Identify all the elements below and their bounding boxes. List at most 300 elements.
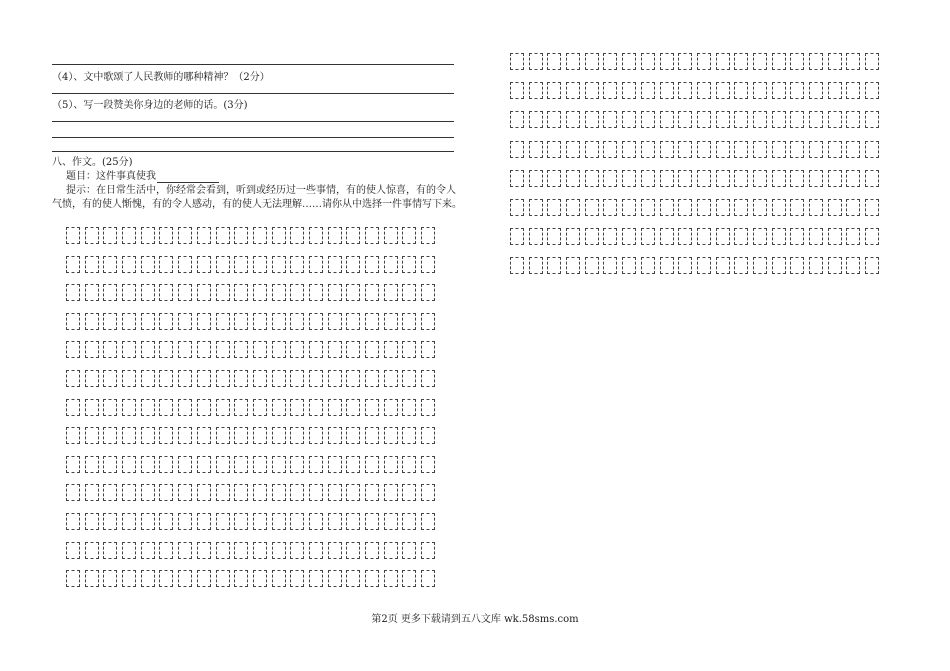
writing-cell[interactable]	[402, 370, 416, 387]
writing-cell[interactable]	[216, 456, 230, 473]
writing-cell[interactable]	[85, 256, 99, 273]
writing-cell[interactable]	[566, 82, 580, 99]
writing-cell[interactable]	[141, 399, 155, 416]
writing-cell[interactable]	[216, 427, 230, 444]
writing-cell[interactable]	[529, 199, 543, 216]
writing-cell[interactable]	[272, 427, 286, 444]
writing-cell[interactable]	[309, 341, 323, 358]
writing-cell[interactable]	[529, 141, 543, 158]
writing-cell[interactable]	[272, 313, 286, 330]
writing-cell[interactable]	[178, 570, 192, 587]
writing-cell[interactable]	[328, 227, 342, 244]
writing-cell[interactable]	[216, 399, 230, 416]
writing-cell[interactable]	[122, 513, 136, 530]
writing-cell[interactable]	[402, 256, 416, 273]
writing-cell[interactable]	[421, 427, 435, 444]
writing-cell[interactable]	[103, 456, 117, 473]
writing-cell[interactable]	[753, 53, 767, 70]
writing-cell[interactable]	[678, 53, 692, 70]
writing-cell[interactable]	[216, 370, 230, 387]
writing-cell[interactable]	[178, 313, 192, 330]
writing-cell[interactable]	[641, 199, 655, 216]
writing-cell[interactable]	[828, 228, 842, 245]
writing-cell[interactable]	[66, 456, 80, 473]
writing-cell[interactable]	[346, 370, 360, 387]
writing-cell[interactable]	[603, 199, 617, 216]
writing-cell[interactable]	[697, 170, 711, 187]
writing-cell[interactable]	[141, 284, 155, 301]
writing-cell[interactable]	[421, 284, 435, 301]
writing-cell[interactable]	[585, 170, 599, 187]
writing-cell[interactable]	[622, 170, 636, 187]
writing-cell[interactable]	[678, 228, 692, 245]
writing-cell[interactable]	[529, 82, 543, 99]
writing-cell[interactable]	[141, 484, 155, 501]
writing-cell[interactable]	[216, 227, 230, 244]
writing-cell[interactable]	[716, 170, 730, 187]
writing-cell[interactable]	[365, 456, 379, 473]
writing-cell[interactable]	[809, 111, 823, 128]
writing-cell[interactable]	[660, 82, 674, 99]
writing-cell[interactable]	[402, 570, 416, 587]
writing-cell[interactable]	[384, 542, 398, 559]
writing-cell[interactable]	[197, 370, 211, 387]
writing-cell[interactable]	[697, 82, 711, 99]
writing-cell[interactable]	[585, 257, 599, 274]
writing-cell[interactable]	[141, 256, 155, 273]
writing-cell[interactable]	[328, 456, 342, 473]
writing-cell[interactable]	[697, 53, 711, 70]
writing-cell[interactable]	[141, 227, 155, 244]
title-blank[interactable]	[157, 172, 219, 183]
writing-cell[interactable]	[234, 227, 248, 244]
writing-cell[interactable]	[253, 370, 267, 387]
writing-cell[interactable]	[603, 111, 617, 128]
writing-cell[interactable]	[734, 53, 748, 70]
writing-cell[interactable]	[734, 228, 748, 245]
writing-cell[interactable]	[384, 341, 398, 358]
writing-cell[interactable]	[622, 228, 636, 245]
writing-cell[interactable]	[272, 341, 286, 358]
writing-cell[interactable]	[328, 284, 342, 301]
writing-cell[interactable]	[85, 484, 99, 501]
writing-cell[interactable]	[603, 228, 617, 245]
writing-cell[interactable]	[290, 542, 304, 559]
writing-cell[interactable]	[384, 256, 398, 273]
writing-cell[interactable]	[346, 427, 360, 444]
writing-cell[interactable]	[290, 227, 304, 244]
writing-cell[interactable]	[272, 456, 286, 473]
writing-cell[interactable]	[510, 82, 524, 99]
writing-cell[interactable]	[753, 141, 767, 158]
writing-cell[interactable]	[865, 257, 879, 274]
writing-cell[interactable]	[346, 341, 360, 358]
writing-cell[interactable]	[772, 53, 786, 70]
writing-cell[interactable]	[234, 570, 248, 587]
writing-cell[interactable]	[566, 199, 580, 216]
writing-cell[interactable]	[234, 399, 248, 416]
writing-cell[interactable]	[365, 313, 379, 330]
writing-cell[interactable]	[846, 257, 860, 274]
writing-cell[interactable]	[197, 313, 211, 330]
writing-cell[interactable]	[178, 341, 192, 358]
writing-cell[interactable]	[197, 227, 211, 244]
writing-cell[interactable]	[384, 456, 398, 473]
writing-cell[interactable]	[566, 111, 580, 128]
writing-cell[interactable]	[290, 256, 304, 273]
writing-cell[interactable]	[272, 513, 286, 530]
writing-cell[interactable]	[234, 256, 248, 273]
writing-cell[interactable]	[290, 313, 304, 330]
writing-cell[interactable]	[328, 542, 342, 559]
writing-cell[interactable]	[402, 427, 416, 444]
writing-cell[interactable]	[66, 570, 80, 587]
writing-cell[interactable]	[253, 313, 267, 330]
writing-cell[interactable]	[253, 227, 267, 244]
writing-cell[interactable]	[178, 513, 192, 530]
writing-cell[interactable]	[103, 570, 117, 587]
writing-cell[interactable]	[790, 199, 804, 216]
writing-cell[interactable]	[402, 341, 416, 358]
writing-cell[interactable]	[846, 82, 860, 99]
writing-cell[interactable]	[660, 53, 674, 70]
writing-cell[interactable]	[159, 542, 173, 559]
writing-cell[interactable]	[234, 341, 248, 358]
writing-cell[interactable]	[178, 542, 192, 559]
writing-cell[interactable]	[290, 427, 304, 444]
writing-cell[interactable]	[85, 370, 99, 387]
writing-cell[interactable]	[365, 370, 379, 387]
writing-cell[interactable]	[734, 257, 748, 274]
writing-cell[interactable]	[865, 228, 879, 245]
writing-cell[interactable]	[641, 257, 655, 274]
writing-cell[interactable]	[846, 199, 860, 216]
writing-cell[interactable]	[309, 370, 323, 387]
writing-cell[interactable]	[384, 370, 398, 387]
writing-cell[interactable]	[178, 399, 192, 416]
writing-cell[interactable]	[141, 370, 155, 387]
writing-cell[interactable]	[290, 484, 304, 501]
writing-cell[interactable]	[828, 141, 842, 158]
writing-cell[interactable]	[159, 313, 173, 330]
writing-cell[interactable]	[421, 227, 435, 244]
writing-cell[interactable]	[585, 199, 599, 216]
writing-cell[interactable]	[641, 82, 655, 99]
writing-cell[interactable]	[216, 570, 230, 587]
writing-cell[interactable]	[384, 227, 398, 244]
writing-cell[interactable]	[865, 53, 879, 70]
writing-cell[interactable]	[103, 284, 117, 301]
writing-cell[interactable]	[585, 82, 599, 99]
writing-cell[interactable]	[309, 570, 323, 587]
writing-cell[interactable]	[328, 427, 342, 444]
writing-cell[interactable]	[234, 484, 248, 501]
writing-cell[interactable]	[402, 484, 416, 501]
writing-cell[interactable]	[346, 542, 360, 559]
writing-cell[interactable]	[678, 170, 692, 187]
writing-cell[interactable]	[272, 570, 286, 587]
writing-cell[interactable]	[547, 53, 561, 70]
writing-cell[interactable]	[753, 82, 767, 99]
writing-cell[interactable]	[865, 141, 879, 158]
writing-cell[interactable]	[141, 542, 155, 559]
writing-cell[interactable]	[234, 456, 248, 473]
writing-cell[interactable]	[421, 484, 435, 501]
writing-cell[interactable]	[772, 228, 786, 245]
writing-cell[interactable]	[309, 256, 323, 273]
writing-cell[interactable]	[309, 456, 323, 473]
writing-cell[interactable]	[865, 170, 879, 187]
writing-cell[interactable]	[290, 284, 304, 301]
writing-cell[interactable]	[216, 542, 230, 559]
writing-cell[interactable]	[365, 542, 379, 559]
writing-cell[interactable]	[253, 542, 267, 559]
writing-cell[interactable]	[772, 257, 786, 274]
writing-cell[interactable]	[272, 484, 286, 501]
writing-cell[interactable]	[384, 313, 398, 330]
writing-cell[interactable]	[421, 399, 435, 416]
writing-cell[interactable]	[272, 542, 286, 559]
writing-cell[interactable]	[216, 484, 230, 501]
writing-cell[interactable]	[421, 256, 435, 273]
writing-cell[interactable]	[122, 399, 136, 416]
writing-cell[interactable]	[641, 141, 655, 158]
writing-cell[interactable]	[103, 484, 117, 501]
writing-cell[interactable]	[197, 484, 211, 501]
writing-cell[interactable]	[402, 399, 416, 416]
writing-cell[interactable]	[328, 513, 342, 530]
writing-cell[interactable]	[510, 170, 524, 187]
writing-cell[interactable]	[66, 513, 80, 530]
writing-cell[interactable]	[365, 570, 379, 587]
writing-cell[interactable]	[828, 257, 842, 274]
writing-cell[interactable]	[510, 141, 524, 158]
writing-cell[interactable]	[66, 341, 80, 358]
writing-cell[interactable]	[66, 399, 80, 416]
writing-cell[interactable]	[384, 513, 398, 530]
writing-cell[interactable]	[660, 141, 674, 158]
writing-cell[interactable]	[159, 227, 173, 244]
writing-cell[interactable]	[772, 111, 786, 128]
writing-cell[interactable]	[790, 170, 804, 187]
writing-cell[interactable]	[365, 284, 379, 301]
writing-cell[interactable]	[141, 570, 155, 587]
writing-cell[interactable]	[716, 141, 730, 158]
writing-cell[interactable]	[697, 257, 711, 274]
writing-cell[interactable]	[290, 399, 304, 416]
writing-cell[interactable]	[85, 542, 99, 559]
writing-cell[interactable]	[402, 542, 416, 559]
writing-cell[interactable]	[309, 399, 323, 416]
writing-cell[interactable]	[85, 341, 99, 358]
writing-cell[interactable]	[216, 341, 230, 358]
writing-cell[interactable]	[159, 427, 173, 444]
writing-cell[interactable]	[309, 313, 323, 330]
writing-cell[interactable]	[103, 542, 117, 559]
writing-cell[interactable]	[197, 570, 211, 587]
writing-cell[interactable]	[790, 228, 804, 245]
writing-cell[interactable]	[66, 484, 80, 501]
writing-cell[interactable]	[716, 199, 730, 216]
writing-cell[interactable]	[122, 484, 136, 501]
writing-cell[interactable]	[197, 542, 211, 559]
writing-cell[interactable]	[716, 111, 730, 128]
writing-cell[interactable]	[85, 513, 99, 530]
writing-cell[interactable]	[103, 313, 117, 330]
writing-cell[interactable]	[421, 542, 435, 559]
writing-cell[interactable]	[734, 170, 748, 187]
writing-cell[interactable]	[328, 570, 342, 587]
writing-cell[interactable]	[603, 53, 617, 70]
writing-cell[interactable]	[547, 82, 561, 99]
writing-cell[interactable]	[197, 513, 211, 530]
writing-cell[interactable]	[753, 257, 767, 274]
writing-cell[interactable]	[402, 313, 416, 330]
writing-cell[interactable]	[365, 427, 379, 444]
writing-cell[interactable]	[510, 111, 524, 128]
writing-cell[interactable]	[253, 484, 267, 501]
writing-cell[interactable]	[103, 256, 117, 273]
writing-cell[interactable]	[272, 284, 286, 301]
writing-cell[interactable]	[197, 399, 211, 416]
writing-cell[interactable]	[103, 341, 117, 358]
writing-cell[interactable]	[66, 427, 80, 444]
writing-cell[interactable]	[622, 199, 636, 216]
writing-cell[interactable]	[734, 141, 748, 158]
writing-cell[interactable]	[272, 227, 286, 244]
writing-cell[interactable]	[85, 313, 99, 330]
writing-cell[interactable]	[790, 82, 804, 99]
writing-cell[interactable]	[346, 513, 360, 530]
writing-cell[interactable]	[697, 141, 711, 158]
writing-cell[interactable]	[529, 228, 543, 245]
writing-cell[interactable]	[510, 257, 524, 274]
writing-cell[interactable]	[66, 256, 80, 273]
writing-cell[interactable]	[253, 456, 267, 473]
writing-cell[interactable]	[85, 456, 99, 473]
writing-cell[interactable]	[103, 427, 117, 444]
writing-cell[interactable]	[328, 370, 342, 387]
writing-cell[interactable]	[510, 228, 524, 245]
writing-cell[interactable]	[547, 141, 561, 158]
writing-cell[interactable]	[772, 170, 786, 187]
writing-cell[interactable]	[365, 227, 379, 244]
writing-cell[interactable]	[346, 284, 360, 301]
writing-cell[interactable]	[197, 284, 211, 301]
writing-cell[interactable]	[809, 170, 823, 187]
writing-cell[interactable]	[346, 570, 360, 587]
writing-cell[interactable]	[421, 341, 435, 358]
writing-cell[interactable]	[197, 427, 211, 444]
writing-cell[interactable]	[253, 570, 267, 587]
writing-cell[interactable]	[178, 256, 192, 273]
writing-cell[interactable]	[234, 513, 248, 530]
writing-cell[interactable]	[309, 513, 323, 530]
writing-cell[interactable]	[159, 341, 173, 358]
writing-cell[interactable]	[585, 228, 599, 245]
writing-cell[interactable]	[603, 82, 617, 99]
writing-cell[interactable]	[402, 513, 416, 530]
writing-cell[interactable]	[328, 399, 342, 416]
writing-cell[interactable]	[585, 141, 599, 158]
writing-cell[interactable]	[122, 341, 136, 358]
writing-cell[interactable]	[697, 228, 711, 245]
writing-cell[interactable]	[846, 53, 860, 70]
writing-cell[interactable]	[309, 284, 323, 301]
writing-cell[interactable]	[384, 570, 398, 587]
writing-cell[interactable]	[66, 313, 80, 330]
writing-cell[interactable]	[660, 257, 674, 274]
writing-cell[interactable]	[641, 170, 655, 187]
writing-cell[interactable]	[585, 53, 599, 70]
writing-cell[interactable]	[178, 484, 192, 501]
writing-cell[interactable]	[216, 256, 230, 273]
writing-cell[interactable]	[421, 370, 435, 387]
writing-cell[interactable]	[122, 542, 136, 559]
writing-cell[interactable]	[622, 53, 636, 70]
writing-cell[interactable]	[178, 284, 192, 301]
writing-cell[interactable]	[328, 484, 342, 501]
writing-cell[interactable]	[197, 341, 211, 358]
writing-cell[interactable]	[234, 542, 248, 559]
writing-cell[interactable]	[547, 199, 561, 216]
writing-cell[interactable]	[66, 542, 80, 559]
writing-cell[interactable]	[865, 199, 879, 216]
writing-cell[interactable]	[734, 111, 748, 128]
writing-cell[interactable]	[309, 542, 323, 559]
writing-cell[interactable]	[809, 199, 823, 216]
writing-cell[interactable]	[290, 341, 304, 358]
writing-cell[interactable]	[141, 341, 155, 358]
writing-cell[interactable]	[566, 141, 580, 158]
writing-cell[interactable]	[660, 228, 674, 245]
writing-cell[interactable]	[159, 456, 173, 473]
writing-cell[interactable]	[159, 370, 173, 387]
writing-cell[interactable]	[85, 284, 99, 301]
writing-cell[interactable]	[253, 513, 267, 530]
writing-cell[interactable]	[365, 484, 379, 501]
writing-cell[interactable]	[234, 370, 248, 387]
writing-cell[interactable]	[828, 111, 842, 128]
writing-cell[interactable]	[309, 427, 323, 444]
writing-cell[interactable]	[510, 53, 524, 70]
writing-cell[interactable]	[402, 456, 416, 473]
writing-cell[interactable]	[122, 256, 136, 273]
writing-cell[interactable]	[141, 513, 155, 530]
writing-cell[interactable]	[678, 111, 692, 128]
writing-cell[interactable]	[421, 456, 435, 473]
writing-cell[interactable]	[253, 341, 267, 358]
writing-cell[interactable]	[384, 427, 398, 444]
writing-cell[interactable]	[178, 370, 192, 387]
writing-cell[interactable]	[159, 513, 173, 530]
writing-cell[interactable]	[141, 427, 155, 444]
writing-cell[interactable]	[678, 257, 692, 274]
writing-cell[interactable]	[716, 228, 730, 245]
writing-cell[interactable]	[790, 141, 804, 158]
writing-cell[interactable]	[197, 256, 211, 273]
writing-cell[interactable]	[790, 257, 804, 274]
writing-cell[interactable]	[85, 399, 99, 416]
writing-cell[interactable]	[790, 53, 804, 70]
writing-cell[interactable]	[346, 399, 360, 416]
writing-cell[interactable]	[566, 228, 580, 245]
writing-cell[interactable]	[309, 484, 323, 501]
writing-cell[interactable]	[122, 456, 136, 473]
writing-cell[interactable]	[85, 227, 99, 244]
writing-cell[interactable]	[85, 570, 99, 587]
writing-cell[interactable]	[809, 141, 823, 158]
